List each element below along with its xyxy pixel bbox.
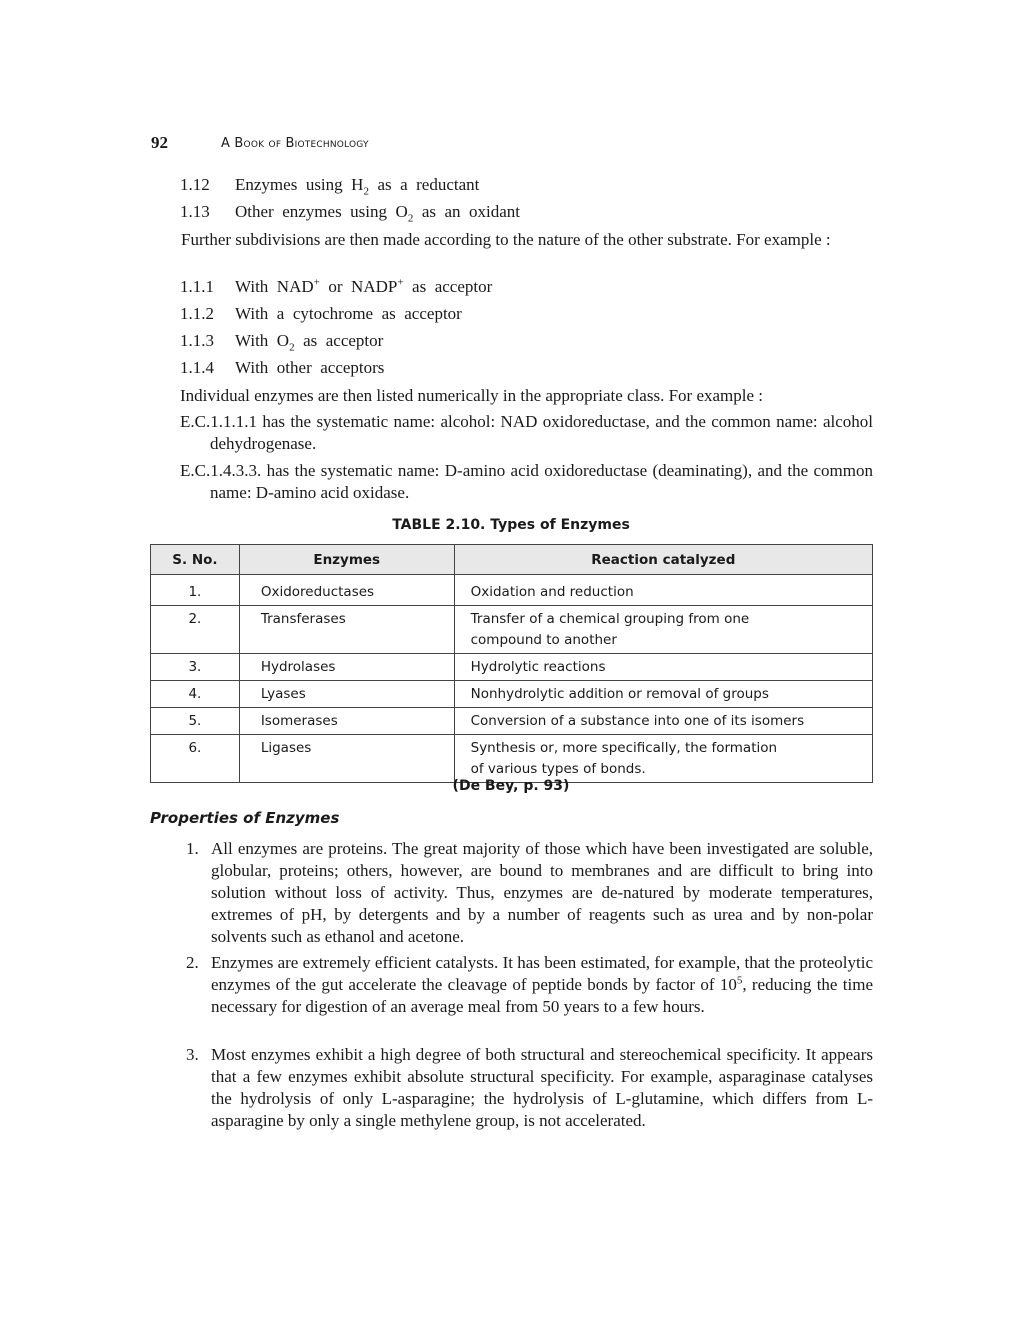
item-text — [211, 952, 873, 1018]
table-caption: TABLE 2.10. Types of Enzymes — [392, 517, 630, 533]
item-text: With a cytochrome as acceptor — [235, 304, 462, 323]
ec-entry: E.C.1.1.1.1 has the systematic name: alcohol: NAD oxidoreductase, and the common name: alcohol dehydrogenase. — [180, 412, 873, 453]
list-item — [180, 304, 462, 324]
cell-sno: 4. — [151, 681, 240, 708]
item-number: 1.1.2 — [180, 304, 214, 323]
cell-reaction: Oxidation and reduction — [454, 575, 872, 606]
table-row — [151, 681, 873, 708]
table-row — [151, 575, 873, 606]
table-row — [151, 708, 873, 735]
item-text: With O — [235, 331, 290, 350]
subscript: 2 — [363, 185, 369, 198]
cell-enzyme: Hydrolases — [239, 654, 454, 681]
item-number: 1.12 — [180, 175, 210, 194]
item-text: Other enzymes using O — [235, 202, 408, 221]
subscript: 2 — [407, 212, 414, 225]
subscript: 2 — [289, 341, 295, 354]
item-number: 1.1.3 — [180, 331, 214, 350]
header-sno: S. No. — [151, 545, 240, 575]
paragraph: Individual enzymes are then listed numerically in the appropriate class. For example : — [180, 386, 764, 405]
item-text: as a reductant — [368, 175, 480, 194]
cell-reaction: Hydrolytic reactions — [454, 654, 872, 681]
cell-enzyme: Lyases — [239, 681, 454, 708]
paragraph: Further subdivisions are then made according to the nature of the other substrate. For example : — [181, 230, 831, 249]
cell-reaction: Nonhydrolytic addition or removal of groups — [454, 681, 872, 708]
section-title: Properties of Enzymes — [150, 809, 340, 827]
ec-entry: E.C.1.4.3.3. has the systematic name: D-amino acid oxidoreductase (deaminating), and the common name: D-amino acid oxidase. — [180, 461, 873, 502]
item-text-part: Enzymes are extremely efficient catalysts. It has been estimated, for example, that the proteolytic enzymes of the gut accelerate the cleavage of peptide bonds by factor of 10 — [211, 953, 873, 994]
item-text: or NADP — [319, 277, 398, 296]
item-text: as an oxidant — [413, 202, 521, 221]
item-text: Most enzymes exhibit a high degree of both structural and stereochemical specificity. It appears that a few enzymes exhibit absolute structural specificity. For example, asparaginase catalyses the hydrolysis of only L-asparagine; the hydrolysis of L-glutamine, which differs from L-asparagine by only a single methylene group, is not accelerated. — [211, 1045, 873, 1130]
running-head: A Book of Biotechnology — [221, 136, 369, 151]
item-text: as acceptor — [294, 331, 384, 350]
cell-sno: 1. — [151, 575, 240, 606]
enzyme-types-table — [150, 544, 873, 783]
table-header-row — [151, 545, 873, 575]
cell-reaction: Conversion of a substance into one of its isomers — [454, 708, 872, 735]
property-item — [186, 838, 873, 948]
cell-sno: 5. — [151, 708, 240, 735]
item-text: With NAD — [235, 277, 314, 296]
table-row — [151, 606, 873, 654]
cell-enzyme: Ligases — [239, 735, 454, 783]
item-text-part: , reducing the time necessary for digestion of an average meal from 50 years to a few hours. — [211, 975, 873, 1016]
superscript: + — [313, 276, 320, 289]
page-number: 92 — [151, 133, 168, 152]
superscript: 5 — [736, 974, 743, 987]
table-row — [151, 654, 873, 681]
list-item — [180, 277, 492, 297]
cell-enzyme: Transferases — [239, 606, 454, 654]
item-number: 1.1.1 — [180, 277, 214, 296]
item-text: Enzymes using H — [235, 175, 364, 194]
header-enzymes: Enzymes — [239, 545, 454, 575]
cell-sno: 3. — [151, 654, 240, 681]
property-item — [186, 1044, 873, 1132]
property-item — [186, 952, 873, 1018]
list-item — [180, 358, 384, 378]
table-row — [151, 735, 873, 783]
item-number: 2. — [186, 953, 199, 972]
list-item — [180, 331, 384, 354]
item-number: 1.1.4 — [180, 358, 214, 377]
item-number: 3. — [186, 1045, 199, 1064]
cell-sno: 2. — [151, 606, 240, 654]
cell-sno: 6. — [151, 735, 240, 783]
list-item — [180, 202, 521, 225]
header-reaction: Reaction catalyzed — [454, 545, 872, 575]
cell-enzyme: Isomerases — [239, 708, 454, 735]
table-source: (De Bey, p. 93) — [452, 778, 570, 794]
cell-reaction: Transfer of a chemical grouping from one compound to another — [454, 606, 872, 654]
item-number: 1. — [186, 839, 199, 858]
item-text: With other acceptors — [235, 358, 385, 377]
cell-reaction: Synthesis or, more specifically, the formation of various types of bonds. — [454, 735, 872, 783]
superscript: + — [397, 276, 404, 289]
item-text: as acceptor — [403, 277, 493, 296]
list-item — [180, 175, 480, 198]
item-text: All enzymes are proteins. The great majority of those which have been investigated are soluble, globular, proteins; others, however, are bound to membranes and are difficult to bring into solution without loss of activity. Thus, enzymes are de-natured by moderate temperatures, extremes of pH, by detergents and by a number of reagents such as urea and by non-polar solvents such as ethanol and acetone. — [211, 839, 873, 946]
cell-enzyme: Oxidoreductases — [239, 575, 454, 606]
item-number: 1.13 — [180, 202, 210, 221]
